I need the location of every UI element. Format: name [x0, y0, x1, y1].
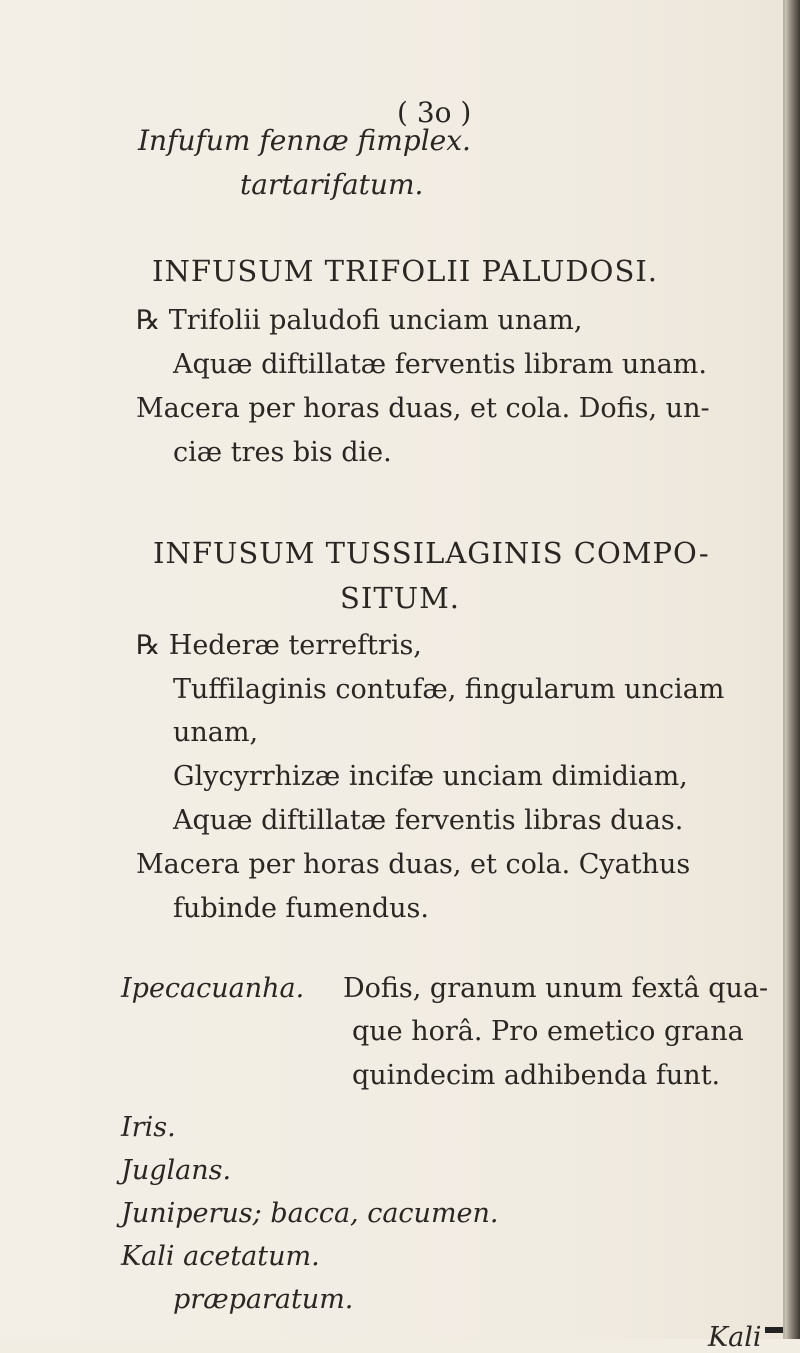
ink-mark: [765, 1327, 783, 1333]
recipe-line: Macera per horas duas, et cola. Dofis, un-: [136, 393, 710, 424]
drug-term-ipecacuanha: Ipecacuanha.: [121, 973, 305, 1004]
recipe-line: ℞ Hederæ terreftris,: [136, 630, 422, 661]
recipe-line: ciæ tres bis die.: [173, 437, 392, 468]
drug-item: Juglans.: [121, 1155, 232, 1186]
recipe-line: fubinde fumendus.: [173, 893, 429, 924]
drug-note-line: quindecim adhibenda funt.: [352, 1060, 721, 1091]
recipe-line: Glycyrrhizæ incifæ unciam dimidiam,: [173, 761, 688, 792]
page-number: ( 3o ): [397, 96, 472, 129]
drug-item: Kali acetatum.: [121, 1241, 320, 1272]
recipe-line: Aquæ diftillatæ ferventis libram unam.: [173, 349, 707, 380]
catchword: Kali: [708, 1322, 762, 1353]
section-title-trifolii: INFUSUM TRIFOLII PALUDOSI.: [152, 254, 659, 288]
section-title-tussilaginis-2: SITUM.: [340, 581, 461, 615]
header-line-1: Infufum fennæ fimplex.: [138, 124, 471, 157]
page-edge: [785, 0, 800, 1339]
recipe-line: Tuffilaginis contufæ, fingularum unciam: [173, 674, 725, 705]
recipe-line: ℞ Trifolii paludofi unciam unam,: [136, 305, 583, 336]
recipe-line: Macera per horas duas, et cola. Cyathus: [136, 849, 691, 880]
section-title-tussilaginis: INFUSUM TUSSILAGINIS COMPO-: [153, 536, 710, 570]
drug-item: præparatum.: [173, 1284, 354, 1315]
recipe-line: Aquæ diftillatæ ferventis libras duas.: [173, 805, 684, 836]
header-line-2: tartarifatum.: [240, 168, 424, 201]
drug-item: Iris.: [121, 1112, 176, 1143]
drug-note-line: Dofis, granum unum fextâ qua-: [343, 973, 769, 1004]
recipe-line: unam,: [173, 717, 259, 748]
drug-note-line: que horâ. Pro emetico grana: [352, 1016, 744, 1047]
drug-item: Juniperus; bacca, cacumen.: [121, 1198, 499, 1229]
